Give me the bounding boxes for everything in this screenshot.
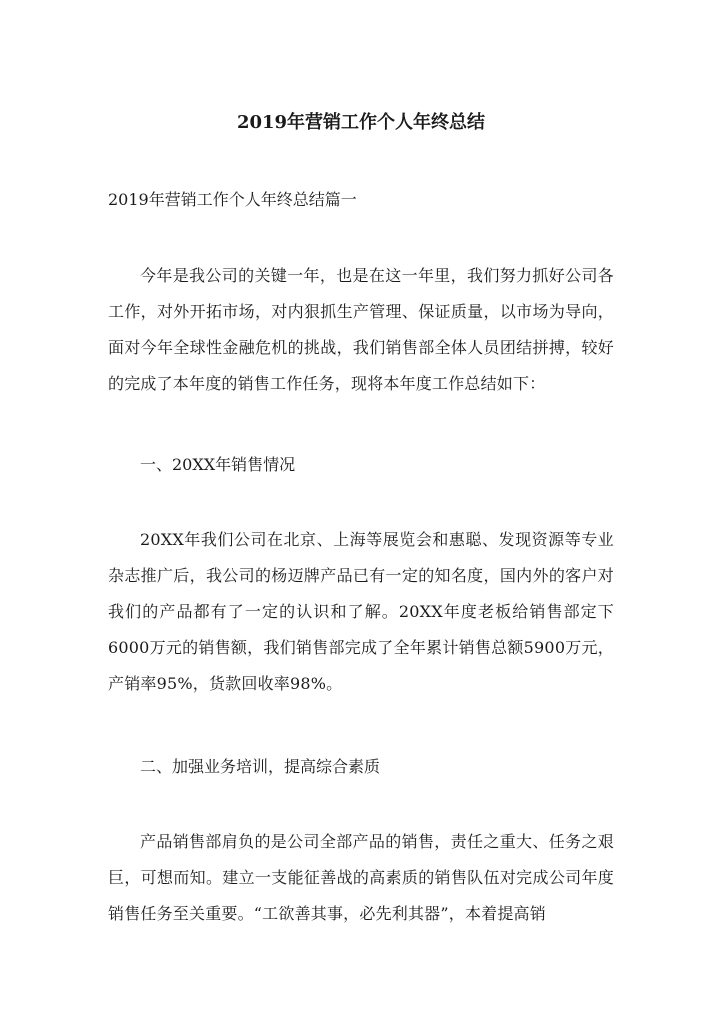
document-title: 2019年营销工作个人年终总结 <box>236 112 486 133</box>
paragraph-sales: 20XX年我们公司在北京、上海等展览会和惠聪、发现资源等专业杂志推广后，我公司的杨迈牌产品已有一定的知名度，国内外的客户对我们的产品都有了一定的认识和了解。20XX年度老板给销售部定下6000万元的销售额，我们销售部完成了全年累计销售总额5900万元，产销率95%，货款回收率98%。 <box>108 530 614 693</box>
paragraph-training: 产品销售部肩负的是公司全部产品的销售，责任之重大、任务之艰巨，可想而知。建立一支能征善战的高素质的销售队伍对完成公司年度销售任务至关重要。“工欲善其事，必先利其器”，本着提高销 <box>108 832 614 923</box>
section-heading-training: 二、加强业务培训，提高综合素质 <box>140 757 381 776</box>
paragraph-intro: 今年是我公司的关键一年，也是在这一年里，我们努力抓好公司各工作，对外开拓市场，对内狠抓生产管理、保证质量，以市场为导向，面对今年全球性金融危机的挑战，我们销售部全体人员团结拼搏，较好的完成了本年度的销售工作任务，现将本年度工作总结如下： <box>108 266 614 393</box>
section-heading-sales: 一、20XX年销售情况 <box>140 455 296 474</box>
document-subtitle: 2019年营销工作个人年终总结篇一 <box>108 190 357 209</box>
